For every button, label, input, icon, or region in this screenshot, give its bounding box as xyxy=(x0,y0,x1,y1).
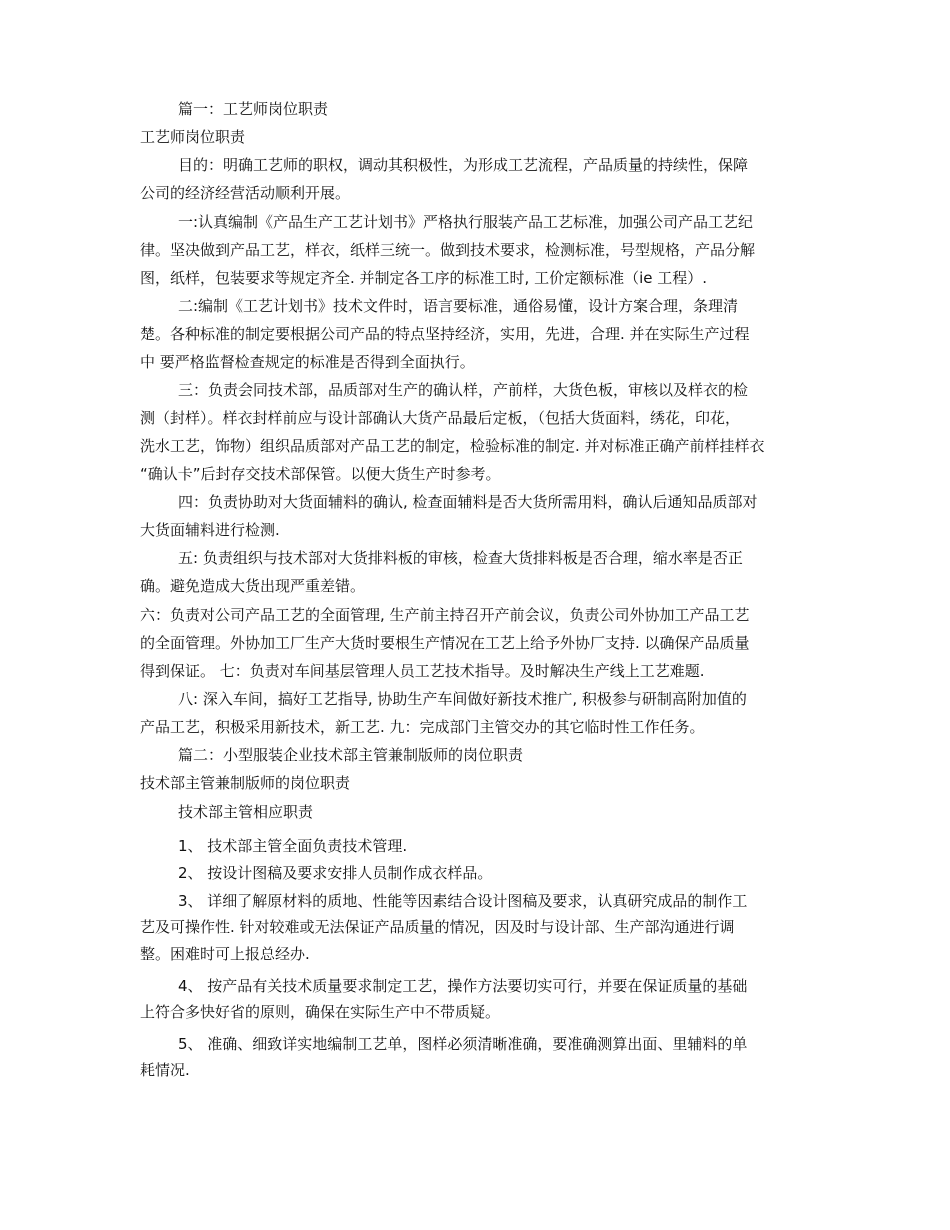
paragraph-line: 的全面管理。外协加工厂生产大货时要根生产情况在工艺上给予外协厂支持. 以确保产品质量 xyxy=(140,634,750,652)
paragraph-line: 洗水工艺，饰物）组织品质部对产品工艺的制定，检验标准的制定. 并对标准正确产前样挂样衣 xyxy=(140,437,765,455)
paragraph-line: 二:编制《工艺计划书》技术文件时，语言要标准，通俗易懂，设计方案合理，条理清 xyxy=(178,297,739,315)
paragraph-line: “确认卡”后封存交技术部保管。以便大货生产时参考。 xyxy=(140,465,501,483)
paragraph-line: 律。坚决做到产品工艺，样衣，纸样三统一。做到技术要求，检测标准，号型规格，产品分解 xyxy=(140,241,756,259)
paragraph-line: 八: 深入车间，搞好工艺指导, 协助生产车间做好新技术推广, 积极参与研制高附加值的 xyxy=(178,690,747,708)
paragraph-line: 整。困难时可上报总经办. xyxy=(140,945,310,963)
numbered-item: 1、 技术部主管全面负责技术管理. xyxy=(178,837,408,855)
paragraph-line: 得到保证。 七：负责对车间基层管理人员工艺技术指导。及时解决生产线上工艺难题. xyxy=(140,662,705,680)
paragraph-line: 目的：明确工艺师的职权，调动其积极性，为形成工艺流程，产品质量的持续性，保障 xyxy=(178,156,749,174)
paragraph-line: 测（封样）。样衣封样前应与设计部确认大货产品最后定板，（包括大货面料，绣花，印花， xyxy=(140,409,741,427)
paragraph-line: 产品工艺，积极采用新技术，新工艺. 九：完成部门主管交办的其它临时性工作任务。 xyxy=(140,718,705,736)
paragraph-line: 确。避免造成大货出现严重差错。 xyxy=(140,577,366,595)
numbered-item: 4、 按产品有关技术质量要求制定工艺，操作方法要切实可行，并要在保证质量的基础 xyxy=(178,977,748,995)
paragraph-line: 艺及可操作性. 针对较难或无法保证产品质量的情况，因及时与设计部、生产部沟通进行调 xyxy=(140,918,735,936)
section-heading-1: 篇一：工艺师岗位职责 xyxy=(178,100,329,118)
section-heading-2: 篇二：小型服装企业技术部主管兼制版师的岗位职责 xyxy=(178,746,524,764)
paragraph-line: 公司的经济经营活动顺利开展。 xyxy=(140,184,351,202)
document-title-1: 工艺师岗位职责 xyxy=(140,128,246,146)
paragraph-line: 三：负责会同技术部，品质部对生产的确认样，产前样，大货色板，审核以及样衣的检 xyxy=(178,381,749,399)
paragraph-line: 耗情况. xyxy=(140,1061,190,1079)
paragraph-line: 一:认真编制《产品生产工艺计划书》严格执行服装产品工艺标准，加强公司产品工艺纪 xyxy=(178,213,754,231)
paragraph-line: 六：负责对公司产品工艺的全面管理, 生产前主持召开产前会议，负责公司外协加工产品工艺 xyxy=(140,606,750,624)
paragraph-line: 中 要严格监督检查规定的标准是否得到全面执行。 xyxy=(140,353,475,371)
paragraph-line: 五: 负责组织与技术部对大货排料板的审核，检查大货排料板是否合理，缩水率是否正 xyxy=(178,549,743,567)
numbered-item: 2、 按设计图稿及要求安排人员制作成衣样品。 xyxy=(178,864,493,882)
paragraph-line: 图，纸样，包装要求等规定齐全. 并制定各工序的标准工时, 工价定额标准（ie 工程）. xyxy=(140,269,708,287)
subheading: 技术部主管相应职责 xyxy=(178,803,314,821)
paragraph-line: 上符合多快好省的原则，确保在实际生产中不带质疑。 xyxy=(140,1003,501,1021)
paragraph-line: 四：负责协助对大货面辅料的确认, 检查面辅料是否大货所需用料，确认后通知品质部对 xyxy=(178,493,758,511)
paragraph-line: 大货面辅料进行检测. xyxy=(140,521,280,539)
numbered-item: 3、 详细了解原材料的质地、性能等因素结合设计图稿及要求，认真研究成品的制作工 xyxy=(178,892,748,910)
numbered-item: 5、 准确、细致详实地编制工艺单，图样必须清晰准确，要准确测算出面、里辅料的单 xyxy=(178,1035,748,1053)
paragraph-line: 楚。各种标准的制定要根据公司产品的特点坚持经济，实用，先进，合理. 并在实际生产过程 xyxy=(140,325,750,343)
document-title-2: 技术部主管兼制版师的岗位职责 xyxy=(140,774,351,792)
